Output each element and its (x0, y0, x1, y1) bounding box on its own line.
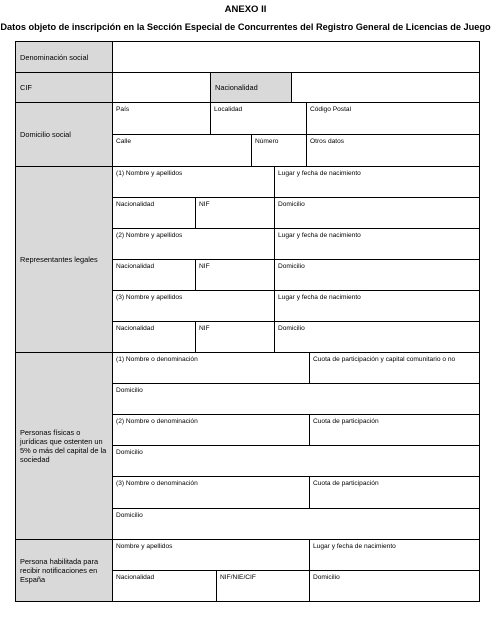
label-representantes: Representantes legales (16, 167, 113, 353)
rep1-nombre-caption: (1) Nombre y apellidos (116, 170, 183, 177)
rep1-nacionalidad-field[interactable] (113, 198, 196, 229)
rep2-nif-caption: NIF (199, 263, 210, 270)
label-persona-habilitada: Persona habilitada para recibir notificaciones en España (16, 540, 113, 601)
registration-form (15, 41, 480, 602)
rep3-lugar-fecha-field[interactable] (275, 291, 480, 322)
label-cif: CIF (16, 73, 113, 103)
rep2-domicilio-caption: Domicilio (278, 263, 305, 270)
ph-nombre-caption: Nombre y apellidos (116, 543, 173, 550)
pais-caption: País (116, 106, 130, 113)
codigo-postal-caption: Código Postal (310, 106, 352, 113)
denominacion-field[interactable] (113, 42, 480, 73)
pf3-cuota-field[interactable] (310, 477, 480, 509)
label-personas: Personas físicas o jurídicas que ostenten un 5% o más del capital de la sociedad (16, 353, 113, 540)
label-domicilio-social: Domicilio social (16, 103, 113, 167)
rep1-nacionalidad-caption: Nacionalidad (116, 201, 155, 208)
rep3-nacionalidad-field[interactable] (113, 322, 196, 353)
codigo-postal-field[interactable] (307, 103, 480, 135)
annex-heading: ANEXO II (224, 4, 267, 15)
pf2-domicilio-field[interactable] (113, 446, 480, 477)
pf2-cuota-field[interactable] (310, 415, 480, 446)
rep2-nacionalidad-field[interactable] (113, 260, 196, 291)
pf1-domicilio-field[interactable] (113, 384, 480, 415)
rep2-nif-field[interactable] (196, 260, 275, 291)
pf3-domicilio-field[interactable] (113, 509, 480, 540)
pf1-nombre-field[interactable] (113, 353, 310, 384)
rep1-nombre-field[interactable] (113, 167, 275, 198)
ph-lugar-fecha-field[interactable] (310, 540, 480, 571)
rep3-nacionalidad-caption: Nacionalidad (116, 325, 155, 332)
pf3-nombre-field[interactable] (113, 477, 310, 509)
rep3-nif-caption: NIF (199, 325, 210, 332)
rep2-nacionalidad-caption: Nacionalidad (116, 263, 155, 270)
rep3-domicilio-field[interactable] (275, 322, 480, 353)
pf2-domicilio-caption: Domicilio (116, 449, 143, 456)
document-title: Datos objeto de inscripción en la Sección Especial de Concurrentes del Registro General de Licencias de Juego (0, 22, 491, 32)
calle-field[interactable] (113, 135, 252, 167)
rep2-domicilio-field[interactable] (275, 260, 480, 291)
rep1-lugar-fecha-field[interactable] (275, 167, 480, 198)
pf1-nombre-caption: (1) Nombre o denominación (116, 356, 198, 363)
pf3-cuota-caption: Cuota de participación (313, 480, 379, 487)
ph-domicilio-field[interactable] (310, 571, 480, 601)
pf2-nombre-caption: (2) Nombre o denominación (116, 418, 198, 425)
calle-caption: Calle (116, 138, 132, 145)
ph-nif-caption: NIF/NIE/CIF (220, 574, 256, 581)
localidad-caption: Localidad (214, 106, 243, 113)
rep2-lugar-fecha-caption: Lugar y fecha de nacimiento (278, 232, 361, 239)
otros-datos-field[interactable] (307, 135, 480, 167)
pf2-cuota-caption: Cuota de participación (313, 418, 379, 425)
pf1-domicilio-caption: Domicilio (116, 387, 143, 394)
rep1-lugar-fecha-caption: Lugar y fecha de nacimiento (278, 170, 361, 177)
rep1-nif-caption: NIF (199, 201, 210, 208)
pf3-nombre-caption: (3) Nombre o denominación (116, 480, 198, 487)
pf1-cuota-field[interactable] (310, 353, 480, 384)
otros-datos-caption: Otros datos (310, 138, 345, 145)
numero-field[interactable] (252, 135, 307, 167)
rep2-nombre-caption: (2) Nombre y apellidos (116, 232, 183, 239)
label-denominacion: Denominación social (16, 42, 113, 73)
rep3-nif-field[interactable] (196, 322, 275, 353)
rep3-lugar-fecha-caption: Lugar y fecha de nacimiento (278, 294, 361, 301)
ph-lugar-fecha-caption: Lugar y fecha de nacimiento (313, 543, 396, 550)
pf2-nombre-field[interactable] (113, 415, 310, 446)
rep3-nombre-caption: (3) Nombre y apellidos (116, 294, 183, 301)
pf1-cuota-caption: Cuota de participación y capital comunitario o no (313, 356, 456, 363)
rep1-domicilio-caption: Domicilio (278, 201, 305, 208)
localidad-field[interactable] (211, 103, 307, 135)
ph-nif-field[interactable] (217, 571, 310, 601)
pais-field[interactable] (113, 103, 211, 135)
pf3-domicilio-caption: Domicilio (116, 512, 143, 519)
label-nacionalidad: Nacionalidad (211, 73, 292, 103)
rep2-nombre-field[interactable] (113, 229, 275, 260)
rep3-domicilio-caption: Domicilio (278, 325, 305, 332)
ph-nacionalidad-caption: Nacionalidad (116, 574, 155, 581)
ph-domicilio-caption: Domicilio (313, 574, 340, 581)
cif-field[interactable] (113, 73, 211, 103)
nacionalidad-field[interactable] (292, 73, 480, 103)
rep3-nombre-field[interactable] (113, 291, 275, 322)
ph-nacionalidad-field[interactable] (113, 571, 217, 601)
ph-nombre-field[interactable] (113, 540, 310, 571)
rep1-domicilio-field[interactable] (275, 198, 480, 229)
rep2-lugar-fecha-field[interactable] (275, 229, 480, 260)
numero-caption: Número (255, 138, 279, 145)
rep1-nif-field[interactable] (196, 198, 275, 229)
